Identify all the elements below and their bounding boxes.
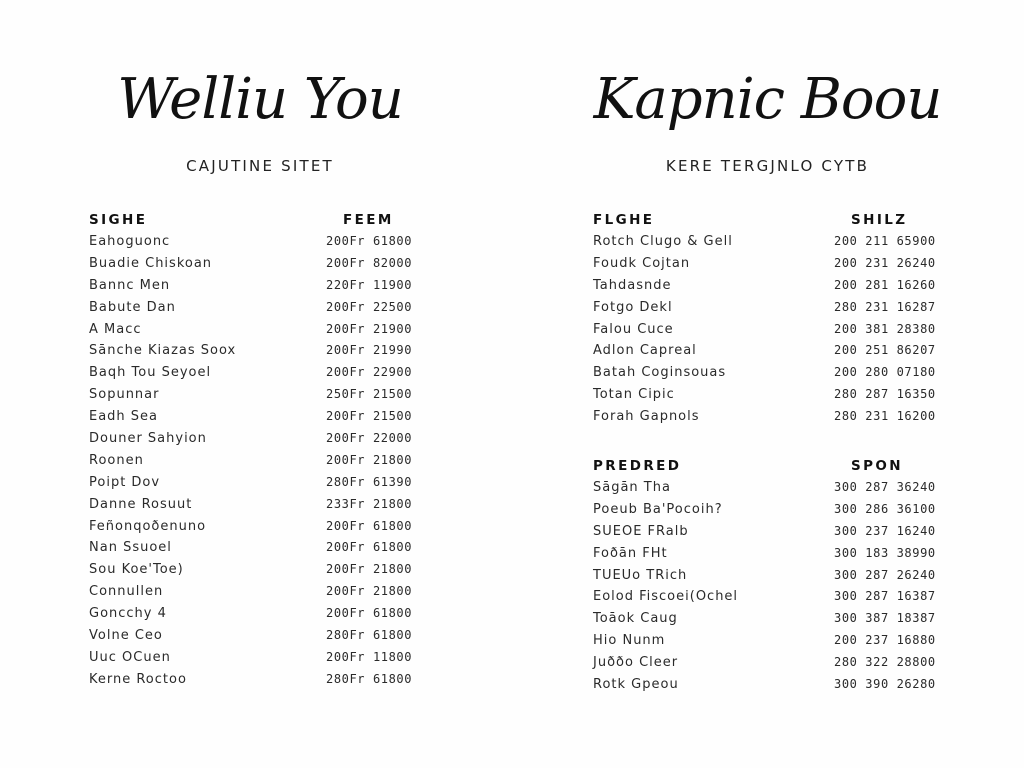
item-price: 200Fr 21800 [326, 584, 413, 599]
item-name: Buadie Chiskoan [89, 255, 213, 271]
item-name: Roonen [89, 452, 144, 468]
section-name-header: SIGHE [89, 212, 148, 228]
item-price: 200 381 28380 [834, 321, 936, 336]
item-name: Forah Gapnols [593, 409, 700, 425]
item-price: 200Fr 61800 [326, 234, 413, 248]
menu-item-row [585, 409, 950, 431]
menu-item-row [70, 628, 450, 650]
item-price: 300 183 38990 [834, 545, 936, 560]
menu-item-row [585, 677, 950, 699]
item-name: Falou Cuce [593, 321, 674, 337]
item-price: 200Fr 21900 [326, 321, 413, 336]
menu-item-row [585, 234, 950, 256]
section-price-header: SPON [851, 458, 903, 474]
item-name: Rotk Gpeou [593, 677, 679, 693]
section-price-header: SHILZ [851, 212, 908, 228]
item-name: TUEUo TRich [593, 567, 688, 583]
item-name: Juððo Cleer [593, 655, 679, 671]
item-price: 233Fr 21800 [326, 496, 413, 511]
item-name: Adlon Capreal [593, 343, 697, 359]
item-price: 220Fr 11900 [326, 277, 413, 292]
item-price: 300 286 36100 [834, 501, 936, 516]
menu-item-row [585, 524, 950, 546]
item-price: 300 287 16387 [834, 589, 936, 604]
item-name: Eahoguonc [89, 234, 171, 249]
menu-item-row [70, 519, 450, 541]
menu-item-row [70, 453, 450, 475]
menu-item-row [70, 475, 450, 497]
menu-item-row [70, 322, 450, 344]
item-price: 300 387 18387 [834, 611, 936, 626]
menu-item-row [585, 365, 950, 387]
menu-item-row [70, 343, 450, 365]
item-name: Sāgān Tha [593, 480, 671, 495]
item-name: Hio Nunm [593, 633, 666, 649]
menu-item-row [70, 409, 450, 431]
menu-item-row [585, 300, 950, 322]
menu-item-row [70, 365, 450, 387]
menu-item-row [585, 322, 950, 344]
menu-item-row [70, 497, 450, 519]
menu-item-row [585, 343, 950, 365]
item-price: 280Fr 61390 [326, 474, 413, 489]
left-menu-column [70, 0, 450, 768]
item-name: Babute Dan [89, 299, 176, 315]
menu-item-row [70, 584, 450, 606]
item-name: A Macc [89, 321, 142, 337]
menu-item-row [585, 611, 950, 633]
item-price: 280Fr 61800 [326, 628, 413, 643]
item-name: Fotgo Dekl [593, 299, 673, 315]
item-name: Goncchy 4 [89, 606, 167, 622]
right-menu-section-1 [585, 212, 950, 431]
item-name: Sopunnar [89, 387, 160, 403]
menu-item-row [70, 606, 450, 628]
right-menu-section-2 [585, 458, 950, 699]
item-price: 200Fr 22900 [326, 365, 413, 380]
item-name: Totan Cipic [593, 387, 675, 403]
menu-item-row [70, 562, 450, 584]
section-header [585, 458, 950, 480]
item-name: Kerne Roctoo [89, 671, 187, 687]
item-price: 200Fr 61800 [326, 606, 413, 621]
menu-item-row [585, 655, 950, 677]
item-name: Rotch Clugo & Gell [593, 234, 733, 249]
menu-item-row [585, 278, 950, 300]
menu-item-row [585, 256, 950, 278]
menu-item-row [70, 431, 450, 453]
item-name: Batah Coginsouas [593, 365, 727, 381]
item-name: Poeub Ba'Pocoih? [593, 501, 723, 517]
item-name: Eolod Fiscoei(Ochel [593, 589, 739, 605]
item-name: Feñonqoðenuno [89, 518, 207, 534]
item-price: 200Fr 21800 [326, 452, 413, 467]
menu-item-row [585, 546, 950, 568]
item-price: 300 287 36240 [834, 480, 936, 494]
item-price: 300 287 26240 [834, 567, 936, 582]
item-price: 200Fr 21990 [326, 343, 413, 358]
item-price: 200 231 26240 [834, 255, 936, 270]
item-name: Eadh Sea [89, 409, 159, 425]
item-price: 250Fr 21500 [326, 387, 413, 402]
item-price: 200 211 65900 [834, 234, 936, 248]
item-name: Toāok Caug [593, 611, 678, 627]
menu-item-row [585, 387, 950, 409]
item-name: SUEOE FRalb [593, 523, 689, 539]
section-header [70, 212, 450, 234]
right-item-list-1 [585, 234, 950, 431]
item-price: 280Fr 61800 [326, 671, 413, 686]
section-header [585, 212, 950, 234]
left-menu-title: Welliu You [117, 67, 403, 132]
section-name-header: FLGHE [593, 212, 655, 228]
item-price: 200Fr 61800 [326, 518, 413, 533]
right-menu-subtitle: KERE TERGJNLO CYTB [665, 157, 870, 175]
item-price: 200Fr 61800 [326, 540, 413, 555]
item-price: 200Fr 21800 [326, 562, 413, 577]
item-name: Danne Rosuut [89, 496, 193, 512]
right-menu-column [585, 0, 950, 768]
section-name-header: PREDRED [593, 458, 682, 474]
item-price: 200Fr 21500 [326, 409, 413, 424]
menu-item-row [70, 278, 450, 300]
menu-item-row [585, 480, 950, 502]
item-name: Foudk Cojtan [593, 255, 691, 271]
left-menu-subtitle: CAJUTINE SITET [186, 157, 334, 175]
item-price: 280 287 16350 [834, 387, 936, 402]
menu-item-row [70, 234, 450, 256]
menu-item-row [70, 650, 450, 672]
item-price: 280 322 28800 [834, 655, 936, 670]
item-name: Connullen [89, 584, 164, 600]
menu-item-row [585, 568, 950, 590]
item-name: Foðān FHt [593, 545, 668, 561]
item-price: 280 231 16200 [834, 409, 936, 424]
item-name: Baqh Tou Seyoel [89, 365, 212, 381]
item-name: Sānche Kiazas Soox [89, 343, 237, 359]
item-price: 200Fr 82000 [326, 255, 413, 270]
right-item-list-2 [585, 480, 950, 699]
right-menu-title: Kapnic Boou [593, 67, 942, 132]
section-price-header: FEEM [343, 212, 394, 228]
item-price: 280 231 16287 [834, 299, 936, 314]
item-name: Douner Sahyion [89, 431, 207, 447]
item-name: Volne Ceo [89, 628, 163, 644]
item-price: 200Fr 22000 [326, 431, 413, 446]
menu-item-row [70, 387, 450, 409]
item-price: 200 280 07180 [834, 365, 936, 380]
menu-item-row [70, 300, 450, 322]
item-price: 300 237 16240 [834, 523, 936, 538]
menu-item-row [585, 502, 950, 524]
item-price: 300 390 26280 [834, 677, 936, 692]
menu-item-row [70, 540, 450, 562]
item-name: Sou Koe'Toe) [89, 562, 184, 578]
item-name: Bannc Men [89, 277, 171, 293]
item-price: 200Fr 11800 [326, 649, 413, 664]
item-price: 200 281 16260 [834, 277, 936, 292]
item-price: 200Fr 22500 [326, 299, 413, 314]
item-name: Tahdasnde [593, 277, 672, 293]
left-item-list [70, 234, 450, 694]
left-menu-section [70, 212, 450, 694]
item-price: 200 251 86207 [834, 343, 936, 358]
item-price: 200 237 16880 [834, 633, 936, 648]
menu-item-row [585, 633, 950, 655]
menu-item-row [585, 589, 950, 611]
menu-item-row [70, 672, 450, 694]
item-name: Uuc OCuen [89, 649, 171, 665]
menu-item-row [70, 256, 450, 278]
item-name: Poipt Dov [89, 474, 161, 490]
item-name: Nan Ssuoel [89, 540, 172, 556]
